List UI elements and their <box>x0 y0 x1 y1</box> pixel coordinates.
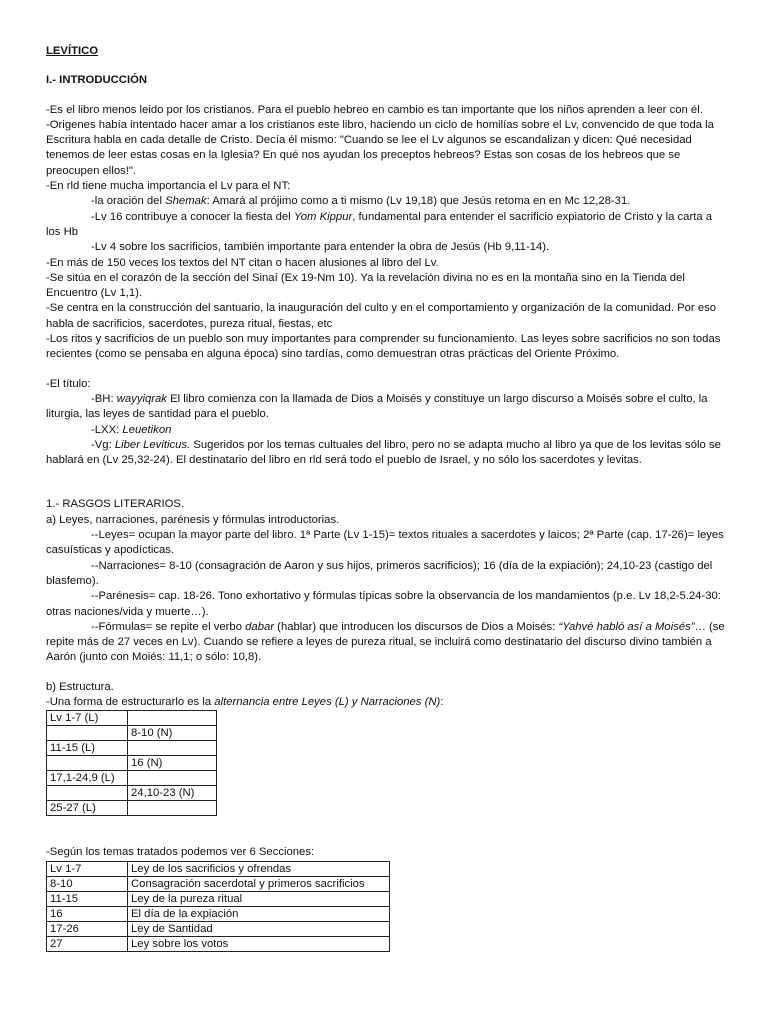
table-cell: 17-26 <box>47 921 128 936</box>
rasgos-formulas: --Fórmulas= se repite el verbo dabar (hablar) que introducen los discursos de Dios a Moisés: “Yahvé habló así a Moisés”… (se repite más de 27 veces en Lv). Cuando se refiere a leyes de pureza ritual, se incluirá como destinatario del discurso divino también a Aarón (junto con Moiés: 11,1; o sólo: 10,8). <box>46 620 725 664</box>
table-row <box>47 921 390 936</box>
table-row <box>47 771 217 786</box>
rasgos-heading: 1.- RASGOS LITERARIOS. <box>46 498 185 511</box>
table-row <box>47 801 217 816</box>
table-row <box>47 726 217 741</box>
table-cell: 16 (N) <box>128 756 217 771</box>
intro-paragraph-6: -Se centra en la construcción del santuario, la inauguración del culto y en el comportamiento y organización de la comunidad. Por eso habla de sacrificios, sacerdotes, pureza ritual, fiestas, etc <box>46 302 717 330</box>
structure-table <box>46 710 217 816</box>
intro-paragraph-7: -Los ritos y sacrificios de un pueblo son muy importantes para comprender su funcionamiento. Las leyes sobre sacrificios no son todas recientes (como se pensaba en alguna época) sino tardías, como demuestran otras prácticas del Oriente Próximo. <box>46 333 721 361</box>
estructura-line: -Una forma de estructurarlo es la alternancia entre Leyes (L) y Narraciones (N): <box>46 695 444 708</box>
secciones-heading: -Según los temas tratados podemos ver 6 Secciones: <box>46 846 315 859</box>
table-cell: 8-10 <box>47 876 128 891</box>
table-cell: 25-27 (L) <box>47 801 128 816</box>
rasgos-parenesis: --Parénesis= cap. 18-26. Tono exhortativo y fórmulas típicas sobre la observancia de los mandamientos (p.e. Lv 18,2-5.24-30: otras naciones/vida y muerte…). <box>46 590 721 618</box>
intro-paragraph-1: -Es el libro menos leido por los cristianos. Para el pueblo hebreo en cambio es tan importante que los niños aprenden a leer con él. <box>46 103 703 116</box>
titulo-bh: -BH: wayyiqrak El libro comienza con la llamada de Dios a Moisés y constituye un largo discurso a Moisés sobre el culto, la liturgia, las leyes de santidad para el pueblo. <box>46 392 708 421</box>
table-cell: Lv 1-7 <box>47 861 128 876</box>
sections-table <box>46 861 390 952</box>
intro-item-lv4: -Lv 4 sobre los sacrificios, también importante para entender la obra de Jesús (Hb 9,11-14). <box>91 241 550 254</box>
table-cell: 24,10-23 (N) <box>128 786 217 801</box>
table-cell: 27 <box>47 936 128 951</box>
table-row <box>47 786 217 801</box>
table-cell: 11-15 (L) <box>47 741 128 756</box>
rasgos-narraciones: --Narraciones= 8-10 (consagración de Aaron y sus hijos, primeros sacrificios); 16 (día de la expiación); 24,10-23 (castigo del blasfemo). <box>46 559 713 587</box>
intro-item-yom-kippur: -Lv 16 contribuye a conocer la fiesta del Yom Kippur, fundamental para entender el sacrificio expiatorio de Cristo y la carta a los Hb <box>46 210 713 238</box>
table-cell: Ley de los sacrificios y ofrendas <box>128 861 390 876</box>
table-row <box>47 741 217 756</box>
table-cell: Ley de la pureza ritual <box>128 891 390 906</box>
table-row <box>47 861 390 876</box>
intro-paragraph-2: -Origenes había intentado hacer amar a los cristianos este libro, haciendo un ciclo de homilías sobre el Lv, convencido de que toda la Escritura habla en cada detalle de Cristo. Decía él mismo: "Cuando se lee el Lv algunos se escandalizan y dicen: Qué necesidad tenemos de leer estas cosas en la Iglesia? En qué nos ayudan los preceptos hebreos? Estas son cosas de los hebreos que se preocupen ellos!". <box>46 118 714 177</box>
table-cell: 11-15 <box>47 891 128 906</box>
intro-paragraph-5: -Se sitúa en el corazón de la sección del Sinaí (Ex 19-Nm 10). Ya la revelación divina no es en la montaña sino en la Tienda del Encuentro (Lv 1,1). <box>46 271 685 300</box>
section-heading-introduccion: I.- INTRODUCCIÓN <box>46 74 148 87</box>
intro-item-shemak: -la oración del Shemak: Amará al prójimo como a ti mismo (Lv 19,18) que Jesús retoma en en Mc 12,28-31. <box>91 195 631 208</box>
table-cell <box>128 801 217 816</box>
titulo-lxx: -LXX: Leuetikon <box>91 423 172 436</box>
table-cell: El día de la expiación <box>128 906 390 921</box>
table-cell <box>128 711 217 726</box>
intro-paragraph-3: -En rld tiene mucha importancia el Lv para el NT: <box>46 180 291 193</box>
table-cell: 8-10 (N) <box>128 726 217 741</box>
document-page <box>46 44 726 952</box>
table-cell: Lv 1-7 (L) <box>47 711 128 726</box>
table-row <box>47 891 390 906</box>
intro-paragraph-4: -En más de 150 veces los textos del NT citan o hacen alusiones al libro del Lv. <box>46 256 439 269</box>
document-title: LEVÍTICO <box>46 45 99 57</box>
table-cell: Consagración sacerdotal y primeros sacrificios <box>128 876 390 891</box>
table-cell <box>47 726 128 741</box>
table-cell <box>47 786 128 801</box>
table-row <box>47 906 390 921</box>
estructura-heading: b) Estructura. <box>46 680 114 693</box>
table-row <box>47 711 217 726</box>
titulo-vg: -Vg: Liber Leviticus. Sugeridos por los temas cultuales del libro, pero no se adapta mucho al libro ya que de los levitas sólo se hablará en (Lv 25,32-24). El destinatario del libro en rld será todo el pueblo de Israel, y no sólo los sacerdotes y levitas. <box>46 438 721 467</box>
table-cell: Ley de Santidad <box>128 921 390 936</box>
table-cell <box>128 771 217 786</box>
table-row <box>47 936 390 951</box>
titulo-heading: -El título: <box>46 377 91 390</box>
table-cell <box>128 741 217 756</box>
table-row <box>47 756 217 771</box>
table-cell: 17,1-24,9 (L) <box>47 771 128 786</box>
rasgos-leyes: --Leyes= ocupan la mayor parte del libro. 1ª Parte (Lv 1-15)= textos rituales a sacerdotes y laicos; 2ª Parte (cap. 17-26)= leyes casuísticas y apodícticas. <box>46 529 724 557</box>
table-cell <box>47 756 128 771</box>
rasgos-subheading-a: a) Leyes, narraciones, parénesis y fórmulas introductorias. <box>46 513 340 526</box>
table-cell: 16 <box>47 906 128 921</box>
table-cell: Ley sobre los votos <box>128 936 390 951</box>
table-row <box>47 876 390 891</box>
